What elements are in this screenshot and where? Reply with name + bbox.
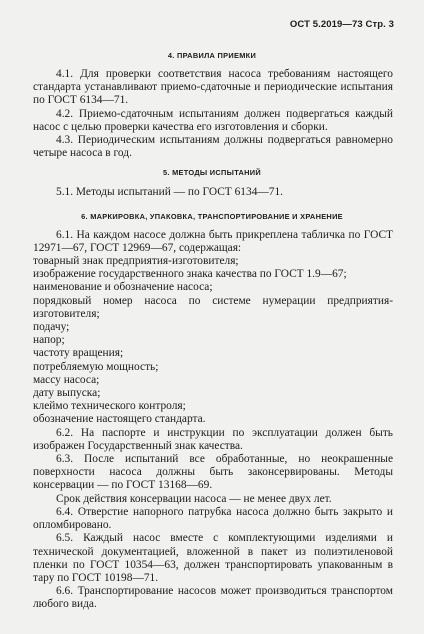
- list-item: порядковый номер насоса по системе нумерации предприятия-изготовителя;: [33, 294, 393, 320]
- section-title-test-methods: 5. МЕТОДЫ ИСПЫТАНИЙ: [162, 168, 262, 178]
- paragraph-6-5: 6.5. Каждый насос вместе с комплектующими изделиями и технической документацией, вложенной в пакет из полиэтиленовой пленки по ГОСТ 10354—63, должен транспортировать упакованным в тару по ГОСТ 10198—71.: [33, 532, 393, 584]
- list-item: товарный знак предприятия-изготовителя;: [33, 255, 239, 268]
- paragraph-5-1: 5.1. Методы испытаний — по ГОСТ 6134—71.: [56, 186, 284, 199]
- document-body: [0, 45, 424, 612]
- paragraph-6-3-term: Срок действия консервации насоса — не менее двух лет.: [56, 492, 332, 505]
- list-item: частоту вращения;: [33, 347, 124, 360]
- section-title-marking: 6. МАРКИРОВКА, УПАКОВКА, ТРАНСПОРТИРОВАНИЕ И ХРАНЕНИЕ: [81, 211, 343, 221]
- paragraph-6-4: 6.4. Отверстие напорного патрубка насоса должно быть закрыто и опломбировано.: [33, 505, 393, 532]
- paragraph-4-3: 4.3. Периодическим испытаниям должны подвергаться равномерно четыре насоса в год.: [33, 134, 393, 160]
- paragraph-6-3: 6.3. После испытаний все обработанные, но неокрашенные поверхности насоса должны быть законсервированы. Методы консервации — по ГОСТ 13168—69.: [33, 453, 393, 492]
- list-item: дату выпуска;: [33, 387, 101, 400]
- paragraph-6-6: 6.6. Транспортирование насосов может производиться транспортом любого вида.: [33, 585, 393, 611]
- list-item: изображение государственного знака качества по ГОСТ 1.9—67;: [33, 268, 347, 281]
- list-item: подачу;: [33, 321, 70, 334]
- section-title-acceptance: 4. ПРАВИЛА ПРИЕМКИ: [167, 51, 257, 60]
- paragraph-4-1: 4.1. Для проверки соответствия насоса требованиям настоящего стандарта устанавливают приемо-сдаточные и периодические испытания по ГОСТ 6134—71.: [33, 68, 393, 107]
- paragraph-4-2: 4.2. Приемо-сдаточным испытаниям должен подвергаться каждый насос с целью проверки качества его изготовления и сборки.: [33, 107, 393, 133]
- list-item: клеймо технического контроля;: [33, 400, 186, 413]
- list-item: обозначение настоящего стандарта.: [33, 413, 206, 426]
- list-item: массу насоса;: [33, 373, 100, 386]
- page-header: ОСТ 5.2019—73 Стр. 3: [289, 19, 394, 30]
- list-item: напор;: [33, 334, 65, 347]
- paragraph-6-2: 6.2. На паспорте и инструкции по эксплуатации должен быть изображен Государственный знак качества.: [33, 426, 393, 452]
- plate-contents-list: [0, 255, 424, 427]
- list-item: потребляемую мощность;: [33, 360, 159, 373]
- list-item: наименование и обозначение насоса;: [33, 281, 213, 294]
- paragraph-6-1: 6.1. На каждом насосе должна быть прикреплена табличка по ГОСТ 12971—67, ГОСТ 12969—67, содержащая:: [33, 228, 393, 254]
